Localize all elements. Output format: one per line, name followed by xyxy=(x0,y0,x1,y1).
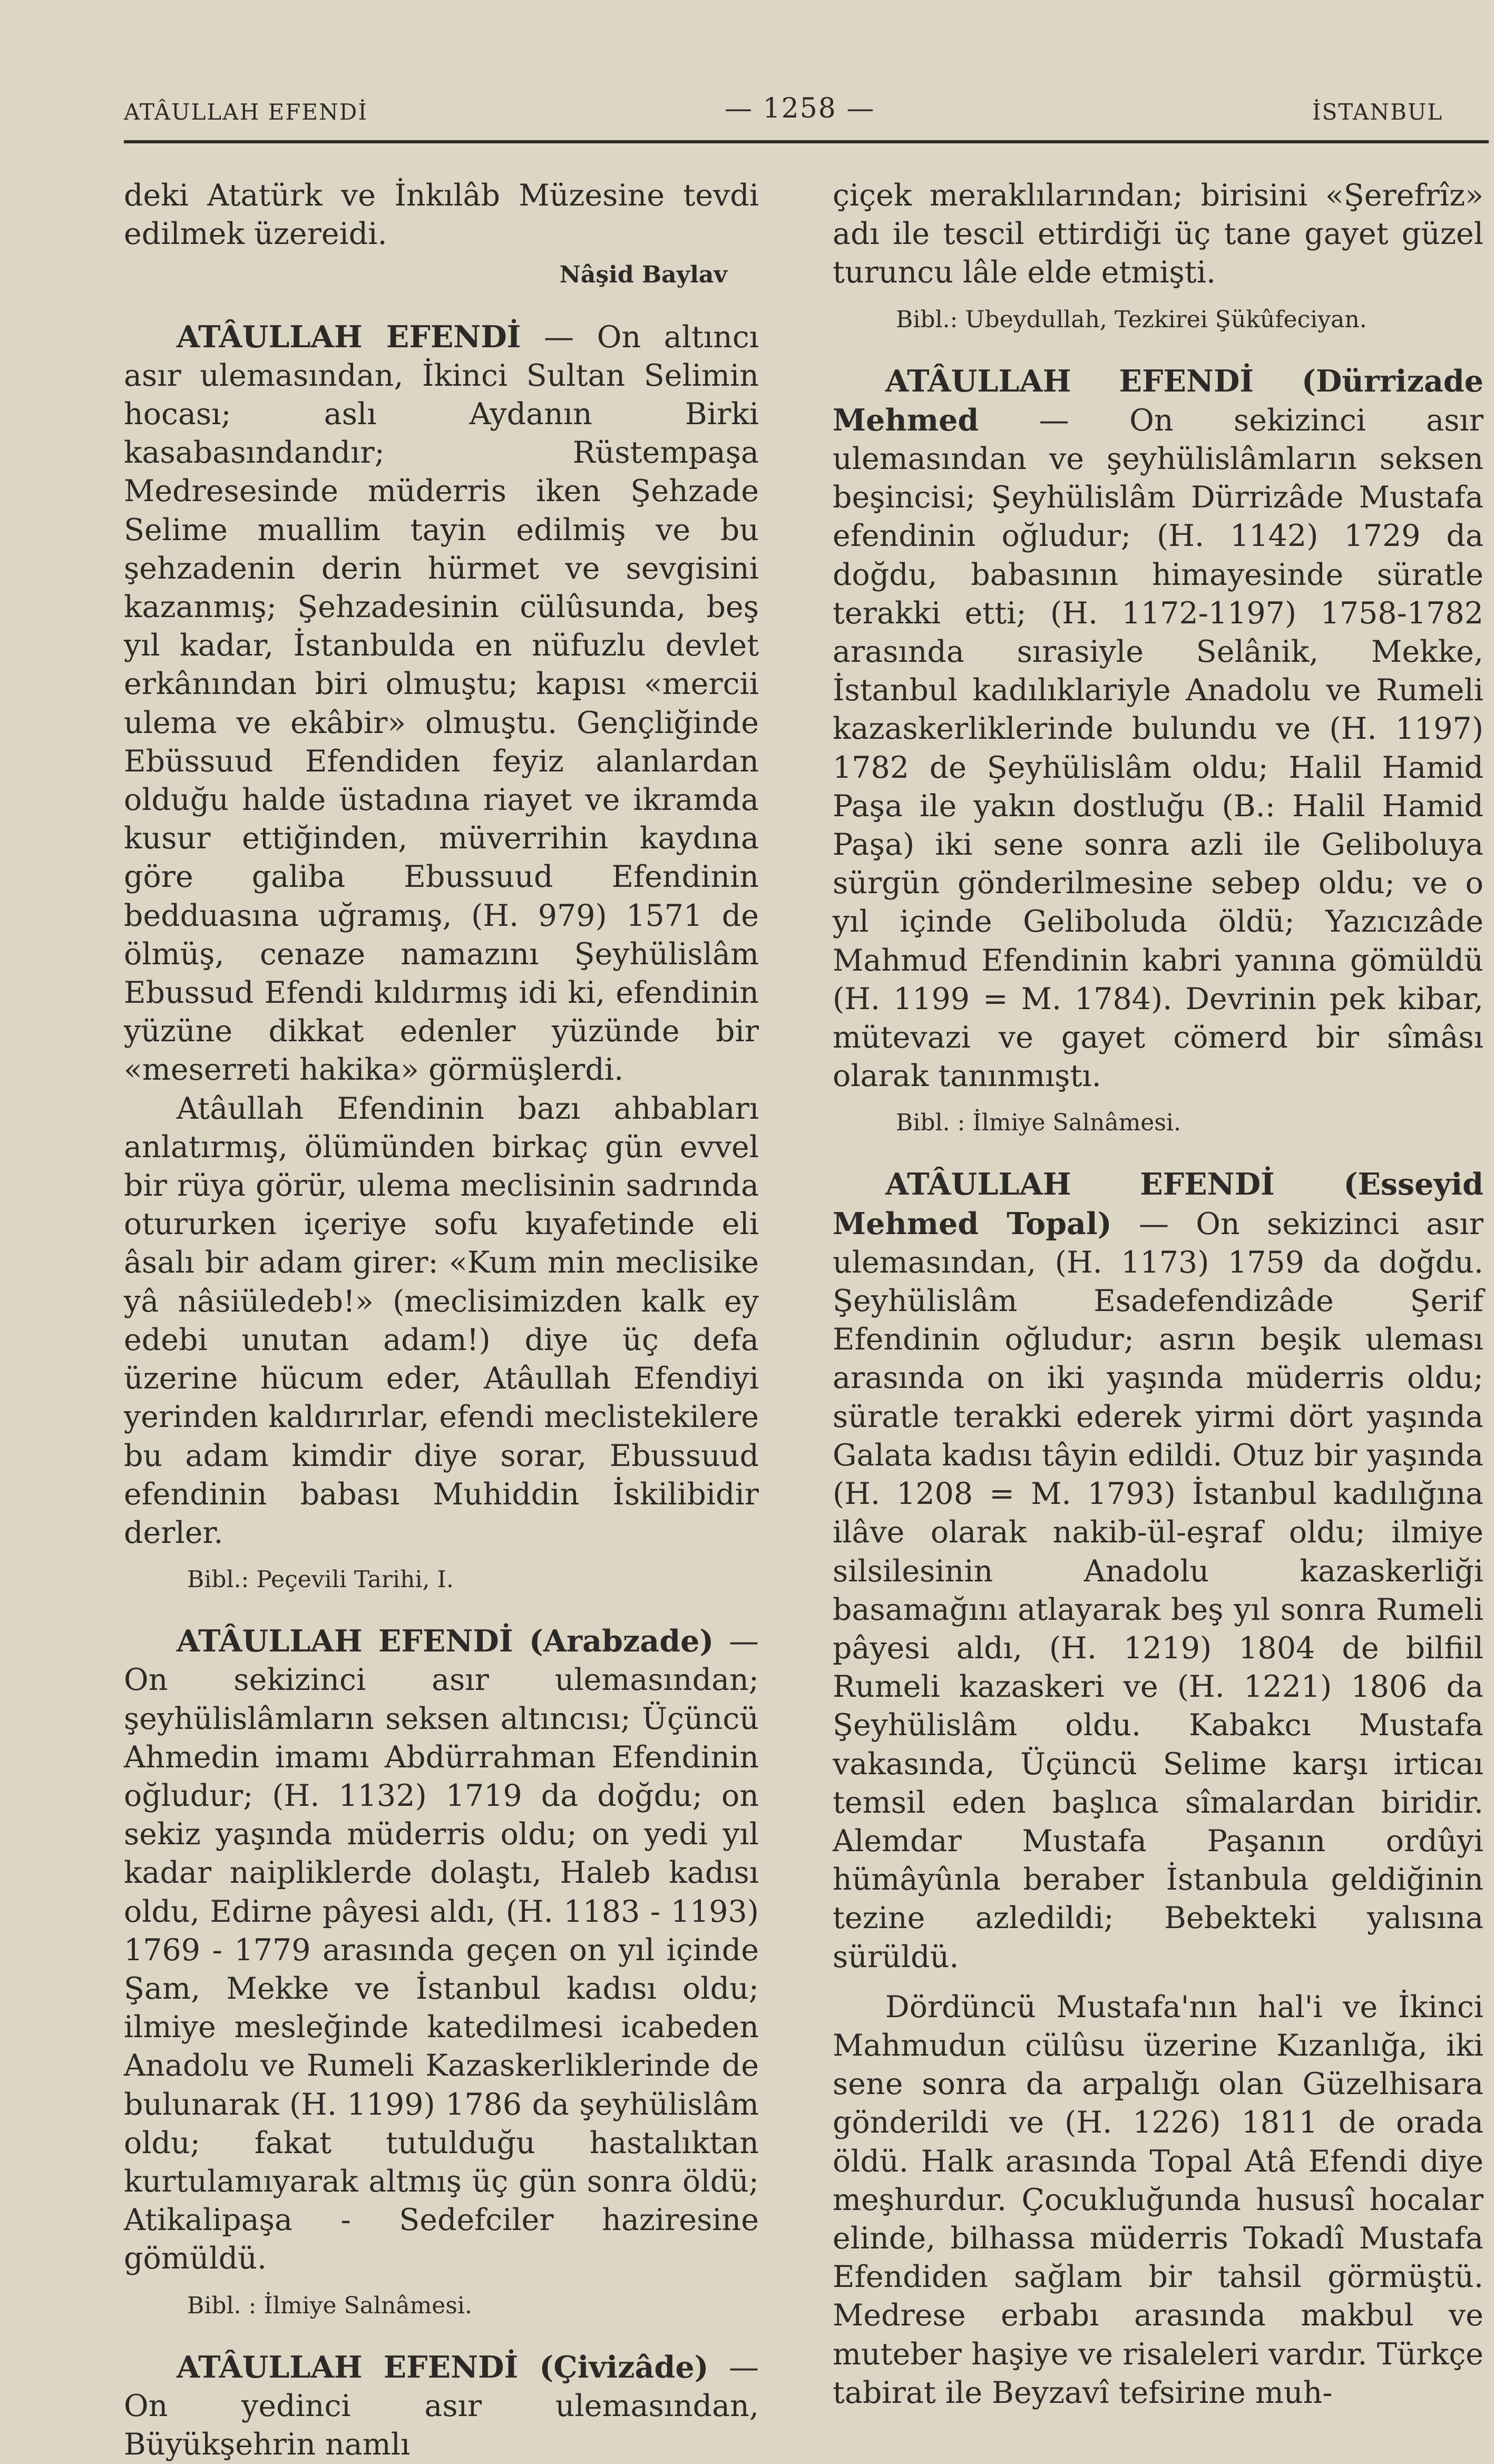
page-number: — 1258 — xyxy=(725,93,875,124)
bibliography: Bibl.: Peçevili Tarihi, I. xyxy=(187,1566,454,1593)
running-head-title: ATÂULLAH EFENDİ xyxy=(124,99,368,125)
continuation-text: deki Atatürk ve İnkılâb Müzesine tevdi edilmek üzereidi. xyxy=(124,178,759,252)
entry-title: ATÂULLAH EFENDİ (Esseyid Mehmed Topal) xyxy=(833,1167,1483,1241)
bibliography: Bibl.: Ubeydullah, Tezkirei Şükûfeciyan. xyxy=(896,306,1367,333)
entry-durrizade xyxy=(833,362,1483,1096)
continuation-text: çiçek meraklılarından; birisini «Şerefrîz» adı ile tescil ettirdiği üç tane gayet güzel turuncu lâle elde etmişti. xyxy=(833,178,1483,290)
entry-esseyid-mehmed xyxy=(833,1165,1483,1976)
left-column xyxy=(124,177,759,2464)
entry-body: — On sekizinci asır ulemasından; şeyhülislâmların seksen altıncısı; Üçüncü Ahmedin imamı Abdürrahman Efendinin oğludur; (H. 1132) 1719 da doğdu; on sekiz yaşında müderris oldu; on yedi yıl kadar naipliklerde dolaştı, Haleb kadısı oldu, Edirne pâyesi aldı, (H. 1183 - 1193) 1769 - 1779 arasında geçen on yıl içinde Şam, Mekke ve İstanbul kadısı oldu; ilmiye mesleğinde katedilmesi icabeden Anadolu ve Rumeli Kazaskerliklerinde de bulunarak (H. 1199) 1786 da şeyhülislâm oldu; fakat tutulduğu hastalıktan kurtulamıyarak altmış üç gün sonra öldü; Atikalipaşa - Sedefciler haziresine gömüldü. xyxy=(124,1624,759,2276)
page-header xyxy=(124,90,1494,148)
entry-body: — On sekizinci asır ulemasından ve şeyhülislâmların seksen beşincisi; Şeyhülislâm Dürrizâde Mustafa efendinin oğludur; (H. 1142) 1729 da doğdu, babasının himayesinde süratle terakki etti; (H. 1172-1197) 1758-1782 arasında sırasiyle Selânik, Mekke, İstanbul kadılıklariyle Anadolu ve Rumeli kazaskerliklerinde bulundu ve (H. 1197) 1782 de Şeyhülislâm oldu; Halil Hamid Paşa ile yakın dostluğu (B.: Halil Hamid Paşa) iki sene sonra azli ile Geliboluya sürgün gönderilmesine sebep oldu; ve o yıl içinde Geliboluda öldü; Yazıcızâde Mahmud Efendinin kabri yanına gömüldü (H. 1199 = M. 1784). Devrinin pek kibar, mütevazi ve gayet cömerd bir sîmâsı olarak tanınmıştı. xyxy=(833,403,1483,1094)
entry-paragraph: Dördüncü Mustafa'nın hal'i ve İkinci Mahmudun cülûsu üzerine Kızanlığa, iki sene sonra da arpalığı olan Güzelhisara gönderildi ve (H. 1226) 1811 de orada öldü. Halk arasında Topal Atâ Efendi diye meşhurdur. Çocukluğunda hususî hocalar elinde, bilhassa müderris Tokadî Mustafa Efendiden sağlam bir tahsil görmüştü. Medrese erbabı arasında makbul ve muteber haşiye ve risaleleri vardır. Türkçe tabirat ile Beyzavî tefsirine muh- xyxy=(833,1989,1483,2410)
entry-title: ATÂULLAH EFENDİ (Dürrizade Mehmed xyxy=(833,363,1483,438)
entry-civizade xyxy=(124,2348,759,2464)
right-column xyxy=(833,177,1483,2412)
entry-body: — On altıncı asır ulemasından, İkinci Sultan Selimin hocası; aslı Aydanın Birki kasabasındandır; Rüstempaşa Medresesinde müderris iken Şehzade Selime muallim tayin edilmiş ve bu şehzadenin derin hürmet ve sevgisini kazanmış; Şehzadesinin cülûsunda, beş yıl kadar, İstanbulda en nüfuzlu devlet erkânından biri olmuştu; kapısı «mercii ulema ve ekâbir» olmuştu. Gençliğinde Ebüssuud Efendiden feyiz alanlardan olduğu halde üstadına riayet ve ikramda kusur ettiğinden, müverrihin kaydına göre galiba Ebussuud Efendinin bedduasına uğramış, (H. 979) 1571 de ölmüş, cenaze namazını Şeyhülislâm Ebussud Efendi kıldırmış idi ki, efendinin yüzüne dikkat edenler yüzünde bir «meserreti hakika» görmüşlerdi. xyxy=(124,319,759,1088)
bibliography: Bibl. : İlmiye Salnâmesi. xyxy=(896,1109,1181,1137)
entry-body: — On sekizinci asır ulemasından, (H. 1173) 1759 da doğdu. Şeyhülislâm Esadefendizâde Şerif Efendinin oğludur; asrın beşik uleması arasında on iki yaşında müderris oldu; süratle terakki ederek yirmi dört yaşında Galata kadısı tâyin edildi. Otuz bir yaşında (H. 1208 = M. 1793) İstanbul kadılığına ilâve olarak nakib-ül-eşraf oldu; ilmiye silsilesinin Anadolu kazaskerliği basamağını atlayarak beş yıl sonra Rumeli pâyesi aldı, (H. 1219) 1804 de bilfiil Rumeli kazaskeri ve (H. 1221) 1806 da Şeyhülislâm oldu. Kabakcı Mustafa vakasında, Üçüncü Selime karşı irticaı temsil eden başlıca sîmalardan biridir. Alemdar Mustafa Paşanın ordûyi hümâyûnla beraber İstanbula geldiğinin tezine azledildi; Bebekteki yalısına sürüldü. xyxy=(833,1206,1483,1974)
header-rule xyxy=(124,140,1489,143)
running-head-section: İSTANBUL xyxy=(1312,99,1443,125)
author-signature: Nâşid Baylav xyxy=(559,261,727,289)
entry-paragraph: Atâullah Efendinin bazı ahbabları anlatırmış, ölümünden birkaç gün evvel bir rüya görür, ulema meclisinin sadrında otururken içeriye sofu kıyafetinde eli âsalı bir adam girer: «Kum min meclisike yâ nâsiüledeb!» (meclisimizden kalk ey edebi unutan adam!) diye üç defa üzerine hücum eder, Atâullah Efendiyi yerinden kaldırırlar, efendi meclistekilere bu adam kimdir diye sorar, Ebussuud efendinin babası Muhiddin İskilibidir derler. xyxy=(124,1091,759,1550)
entry-title: ATÂULLAH EFENDİ xyxy=(177,319,521,355)
paragraph-gap xyxy=(833,1977,1483,1988)
entry-body: — On yedinci asır ulemasından, Büyükşehrin namlı xyxy=(124,2350,759,2462)
bibliography: Bibl. : İlmiye Salnâmesi. xyxy=(187,2292,472,2319)
entry-title: ATÂULLAH EFENDİ (Çivizâde) xyxy=(177,2349,709,2385)
entry-arabzade xyxy=(124,1622,759,2278)
entry-title: ATÂULLAH EFENDİ (Arabzade) xyxy=(177,1624,714,1659)
entry-ataullah xyxy=(124,318,759,1090)
